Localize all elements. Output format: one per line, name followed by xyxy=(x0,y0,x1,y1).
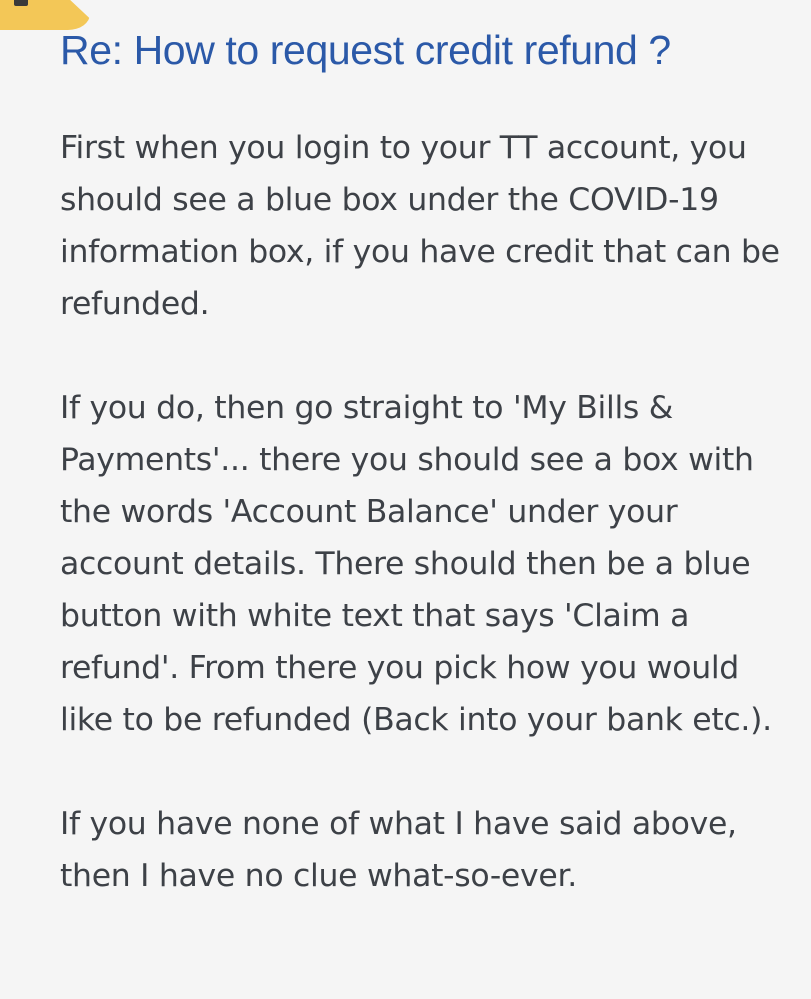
badge-icon xyxy=(14,0,28,6)
post-paragraph: If you have none of what I have said above, then I have no clue what-so-ever. xyxy=(60,806,737,894)
post-paragraph: If you do, then go straight to 'My Bills & Payments'... there you should see a box with the words 'Account Balance' under your account details. There should then be a blue button with white text that says 'Claim a refund'. From there you pick how you would like to be refunded (Back into your bank etc.). xyxy=(60,390,772,738)
post-title[interactable]: Re: How to request credit refund ? xyxy=(60,27,671,73)
post-body xyxy=(60,122,780,902)
post-paragraph: First when you login to your TT account, you should see a blue box under the COVID-19 information box, if you have credit that can be refunded. xyxy=(60,130,780,322)
